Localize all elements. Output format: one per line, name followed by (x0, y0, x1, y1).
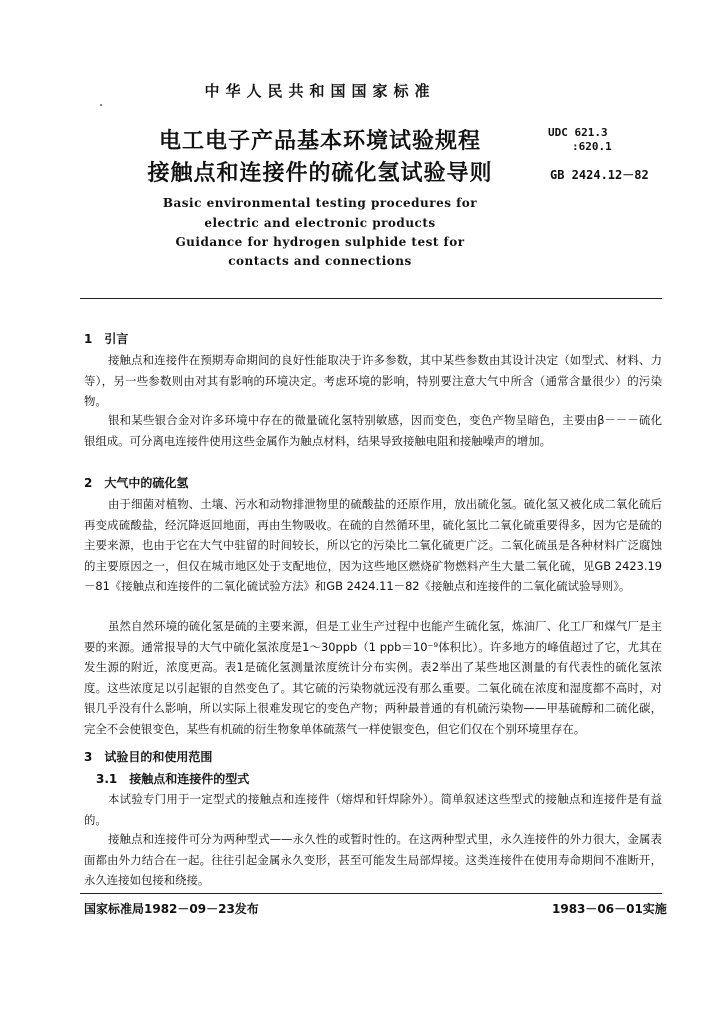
issue-date: 国家标准局1982－09－23发布 (84, 902, 259, 916)
title-zh-line2: 接触点和连接件的硫化氢试验导则 (147, 161, 493, 186)
section-3-heading: 3 试验目的和使用范围 (84, 750, 213, 764)
udc-code-line1: UDC 621.3 (548, 126, 608, 139)
section-1-heading: 1 引言 (84, 332, 129, 346)
section-1-paragraph-2: 银和某些银合金对许多环境中存在的微量硫化氢特别敏感，因而变色，变色产物呈暗色，主要由β－－－硫化银组成。可分离电连接件使用这些金属作为触点材料，结果导致接触电阻和接触噪声的增加。 (84, 413, 662, 448)
gb-standard-number: GB 2424.12－82 (550, 168, 649, 182)
national-standard-header: 中华人民共和国国家标准 (204, 82, 436, 100)
title-en-line4: contacts and connections (228, 254, 412, 268)
section-2-paragraph-1: 由于细菌对植物、土壤、污水和动物排泄物里的硫酸盐的还原作用，放出硫化氢。硫化氢又被化成二氧化硫后再变成硫酸盐，经沉降返回地面，再由生物吸收。在硫的自然循环里，硫化氢比二氧化硫重要得多，因为它是硫的主要来源，也由于它在大气中驻留的时间较长，所以它的污染比二氧化硫更广泛。二氧化硫虽是各种材料广泛腐蚀的主要原因之一，但仅在城市地区处于支配地位，因为这些地区燃烧矿物燃料产生大量二氧化硫，见GB 2423.19－81《接触点和连接件的二氧化硫试验方法》和GB 2424.11－82《接触点和连接件的二氧化硫试验导则》。 (84, 497, 662, 593)
header-divider (80, 298, 662, 299)
section-3-1-paragraph-1: 本试验专门用于一定型式的接触点和连接件（熔焊和钎焊除外）。简单叙述这些型式的接触点和连接件是有益的。 (84, 792, 662, 827)
title-en-line2: electric and electronic products (204, 216, 436, 230)
section-3-1-paragraph-2: 接触点和连接件可分为两种型式——永久性的或暂时性的。在这两种型式里，永久连接件的外力很大，金属表面都由外力结合在一起。往往引起金属永久变形，甚至可能发生局部焊接。这类连接件在使用寿命期间不准断开，永久连接如包接和绕接。 (84, 832, 662, 887)
section-3-1-heading: 3.1 接触点和连接件的型式 (96, 772, 250, 786)
section-2-paragraph-2: 虽然自然环境的硫化氢是硫的主要来源，但是工业生产过程中也能产生硫化氢，炼油厂、化工厂和煤气厂是主要的来源。通常报导的大气中硫化氢浓度是1～30ppb（1 ppb＝10⁻⁹体积比）。许多地方的峰值超过了它，尤其在发生源的附近，浓度更高。表1是硫化氢测量浓度统计分布实例。表2举出了某些地区测量的有代表性的硫化氢浓度。这些浓度足以引起银的自然变色了。其它硫的污染物就远没有那么重要。二氧化硫在浓度和湿度都不高时，对银几乎没有什么影响，所以实际上很难发现它的变色产物；两种最普通的有机硫污染物——甲基硫醇和二硫化碳，完全不会使银变色，某些有机硫的衍生物象单体硫蒸气一样使银变色，但它们仅在个别环境里存在。 (84, 619, 662, 736)
title-en-line3: Guidance for hydrogen sulphide test for (175, 235, 465, 249)
section-2-heading: 2 大气中的硫化氢 (84, 476, 189, 490)
footer-divider (80, 893, 662, 894)
udc-code-line2: :620.1 (572, 140, 612, 153)
effective-date: 1983－06－01实施 (552, 902, 667, 916)
section-1-paragraph-1: 接触点和连接件在预期寿命期间的良好性能取决于许多参数，其中某些参数由其设计决定（如型式、材料、力等），另一些参数则由对其有影响的环境决定。考虑环境的影响，特别要注意大气中所含（通常含量很少）的污染物。 (84, 353, 662, 408)
scan-speck (100, 104, 102, 106)
title-en-line1: Basic environmental testing procedures for (162, 196, 478, 210)
title-zh-line1: 电工电子产品基本环境试验规程 (158, 129, 481, 154)
